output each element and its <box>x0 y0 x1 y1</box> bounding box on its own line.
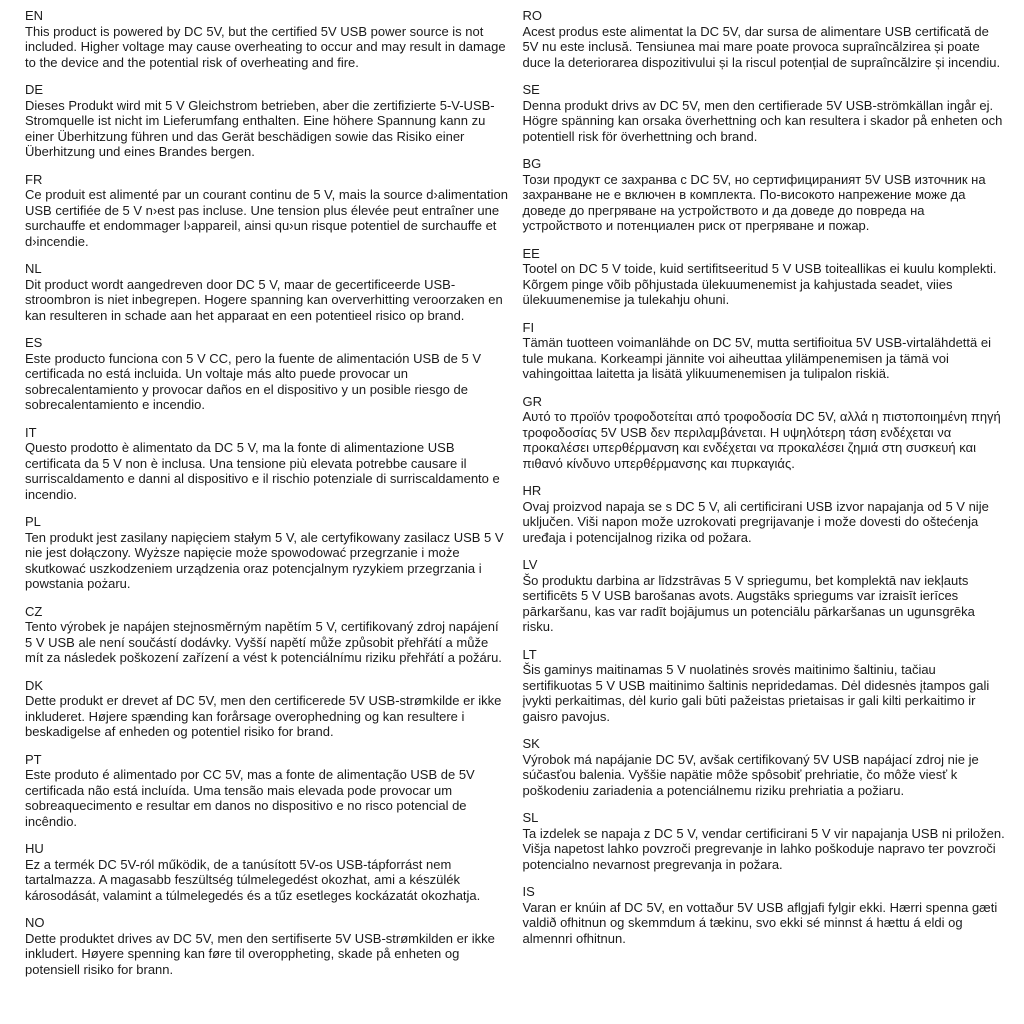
safety-warning-text: This product is powered by DC 5V, but the certified 5V USB power source is not included. Higher voltage may cause overheating to occur and may result in damage to the device and the potential risk of overheating and fire. <box>25 23 506 70</box>
language-section <box>25 604 509 666</box>
language-code-label: SK <box>522 736 540 751</box>
language-code-label: HU <box>25 841 44 856</box>
language-code-label: LV <box>522 557 538 572</box>
language-code-label: FR <box>25 171 43 187</box>
language-section <box>25 335 509 413</box>
safety-warning-text: Αυτό το προϊόν τροφοδοτείται από τροφοδοσία DC 5V, αλλά η πιστοποιημένη πηγή τροφοδοσίας 5V USB δεν περιλαμβάνεται. Η υψηλότερη τάση ενδέχεται να προκαλέσει υπερθέρμανση και ενδέχεται να προκαλέσει ζημιά στη συσκευή και πιθανό κίνδυνο υπερθέρμανσης και πυρκαγιάς. <box>522 409 1001 471</box>
language-code-label: SL <box>522 810 539 825</box>
language-section <box>25 841 509 903</box>
safety-warning-text: Šis gaminys maitinamas 5 V nuolatinės srovės maitinimo šaltiniu, tačiau sertifikuotas 5 V USB maitinimo šaltinis nepridedamas. Dėl didesnės įtampos gali įvykti perkaitimas, dėl kurio gali būti pažeistas prietaisas ir gali kilti perkaitimo ir gaisro pavojus. <box>522 662 990 724</box>
safety-warning-text: Dit product wordt aangedreven door DC 5 V, maar de gecertificeerde USB-stroombron is niet inbegrepen. Hogere spanning kan oververhitting veroorzaken en kan resulteren in schade aan het apparaat en een potentieel risico op brand. <box>25 276 503 323</box>
safety-warning-text: Questo prodotto è alimentato da DC 5 V, ma la fonte di alimentazione USB certificata da 5 V non è inclusa. Una tensione più elevata potrebbe causare il surriscaldamento e danni al dispositivo e il rischio potenziale di surriscaldamento e incendio. <box>25 440 500 502</box>
safety-warning-text: Este produto é alimentado por CC 5V, mas a fonte de alimentação USB de 5V certificada não está incluída. Uma tensão mais elevada pode provocar um sobreaquecimento e resultar em danos no dispositivo e no risco potencial de incêndio. <box>25 767 475 829</box>
language-code-label: FI <box>522 319 535 335</box>
language-section <box>523 82 1007 144</box>
language-section <box>25 678 509 740</box>
language-section <box>25 514 509 592</box>
language-code-label: SE <box>522 82 540 97</box>
language-code-label: RO <box>522 8 542 23</box>
language-code-label: GR <box>522 393 542 409</box>
language-section <box>25 8 509 70</box>
language-section <box>523 557 1007 635</box>
language-section <box>25 915 509 977</box>
language-code-label: PT <box>25 751 42 767</box>
safety-warning-text: Tootel on DC 5 V toide, kuid sertifitseeritud 5 V USB toiteallikas ei kuulu komplekti. Kõrgem pinge võib põhjustada ülekuumenemist ja kahjustada seadet, viies ülekuumenemise ja tulekahju ohuni. <box>522 261 997 307</box>
language-section <box>25 425 509 503</box>
language-section <box>523 736 1007 798</box>
safety-warning-text: Dette produktet drives av DC 5V, men den sertifiserte 5V USB-strømkilden er ikke inkludert. Høyere spenning kan føre til overoppheting, skade på enheten og potensiell risiko for brann. <box>25 930 495 977</box>
safety-warning-text: Tento výrobek je napájen stejnosměrným napětím 5 V, certifikovaný zdroj napájení 5 V USB ale není součástí dodávky. Vyšší napětí může způsobit přehřátí a může mít za následek poškození zařízení a vést k potenciálnímu riziku přehřátí a požáru. <box>25 619 502 665</box>
language-section <box>523 884 1007 946</box>
language-section <box>523 246 1007 308</box>
safety-warning-text: Varan er knúin af DC 5V, en vottaður 5V USB aflgjafi fylgir ekki. Hærri spenna gæti valdið ofhitnun og skemmdum á tækinu, svo ekki sé minnst á hættu á eldi og almennri ofhitnun. <box>522 899 998 946</box>
right-column <box>523 8 1007 1024</box>
language-code-label: IS <box>522 884 535 899</box>
safety-warning-text: Tämän tuotteen voimanlähde on DC 5V, mutta sertifioitua 5V USB-virtalähdettä ei tule mukana. Korkeampi jännite voi aiheuttaa ylilämpenemisen ja tämä voi vahingoittaa laitetta ja lisätä ylikuumenemisen ja tulipalon riskiä. <box>522 335 991 381</box>
language-code-label: PL <box>25 514 41 529</box>
language-code-label: NO <box>25 915 45 930</box>
language-section <box>523 483 1007 545</box>
safety-warning-text: Този продукт се захранва с DC 5V, но сертифицираният 5V USB източник на захранване не е включен в комплекта. По-високото напрежение може да доведе до прегряване на устройството и да доведе до повреда на устройството и потенциален риск от прегряване и пожар. <box>522 171 986 233</box>
language-section <box>523 320 1007 382</box>
safety-warning-text: Výrobok má napájanie DC 5V, avšak certifikovaný 5V USB napájací zdroj nie je súčasťou balenia. Vyššie napätie môže spôsobiť prehriatie, čo môže viesť k poškodeniu zariadenia a potenciálnemu riziku prehriatia a požiaru. <box>522 751 979 798</box>
safety-warning-text: Ten produkt jest zasilany napięciem stałym 5 V, ale certyfikowany zasilacz USB 5 V nie jest dołączony. Wyższe napięcie może spowodować przegrzanie i może skutkować uszkodzeniem urządzenia oraz potencjalnym ryzykiem przegrzania i powstania pożaru. <box>25 529 504 591</box>
language-section <box>523 156 1007 234</box>
language-section <box>523 647 1007 725</box>
language-section <box>25 82 509 160</box>
safety-warning-text: Acest produs este alimentat la DC 5V, dar sursa de alimentare USB certificată de 5V nu este inclusă. Tensiunea mai mare poate provoca supraîncălzirea și poate duce la deteriorarea dispozitivului și la riscul potențial de supraîncălzire și incendiu. <box>522 23 1001 70</box>
safety-warning-text: Dette produkt er drevet af DC 5V, men den certificerede 5V USB-strømkilde er ikke inkluderet. Højere spænding kan forårsage overophedning og kan resultere i beskadigelse af enheden og potentiel risiko for brand. <box>25 693 502 739</box>
language-code-label: EE <box>522 245 540 261</box>
safety-warning-text: Dieses Produkt wird mit 5 V Gleichstrom betrieben, aber die zertifizierte 5-V-USB-Stromquelle ist nicht im Lieferumfang enthalten. Eine höhere Spannung kann zu einer Überhitzung führen und das Gerät beschädigen sowie das Risiko einer Überhitzung und eines Brandes bergen. <box>25 97 495 159</box>
language-section <box>523 394 1007 472</box>
language-section <box>25 172 509 250</box>
language-code-label: DE <box>25 82 44 97</box>
language-code-label: ES <box>25 335 43 350</box>
language-section <box>25 752 509 830</box>
language-code-label: EN <box>25 8 44 23</box>
language-code-label: IT <box>25 424 37 440</box>
language-code-label: DK <box>25 677 44 693</box>
language-section <box>523 810 1007 872</box>
safety-warning-text: Ovaj proizvod napaja se s DC 5 V, ali certificirani USB izvor napajanja od 5 V nije uključen. Viši napon može uzrokovati pregrijavanje i može dovesti do oštećenja uređaja i potencijalnog rizika od požara. <box>522 498 989 545</box>
safety-warning-text: Ta izdelek se napaja z DC 5 V, vendar certificirani 5 V vir napajanja USB ni priložen. Višja napetost lahko povzroči pregrevanje in lahko poškoduje napravo ter povzroči potencialno nevarnost pregrevanja in požara. <box>522 825 1005 872</box>
language-code-label: LT <box>522 646 537 662</box>
safety-warning-text: Ez a termék DC 5V-ról működik, de a tanúsított 5V-os USB-tápforrást nem tartalmazza. A magasabb feszültség túlmelegedést okozhat, ami a készülék károsodását, valamint a túlmelegedés és a tűz esetleges kockázatát okozhatja. <box>25 856 481 903</box>
language-code-label: BG <box>522 156 542 171</box>
language-section <box>25 261 509 323</box>
language-code-label: HR <box>522 483 542 498</box>
language-code-label: NL <box>25 261 42 276</box>
safety-warning-text: Este producto funciona con 5 V CC, pero la fuente de alimentación USB de 5 V certificada no está incluida. Un voltaje más alto puede provocar un sobrecalentamiento y provocar daños en el dispositivo y un posible riesgo de sobrecalentamiento e incendio. <box>25 350 481 412</box>
safety-warning-text: Šo produktu darbina ar līdzstrāvas 5 V spriegumu, bet komplektā nav iekļauts sertificēts 5 V USB barošanas avots. Augstāks spriegums var izraisīt ierīces pārkaršanu, kas var radīt bojājumus un potenciālu pārkaršanas un ugunsgrēka risku. <box>522 572 975 634</box>
left-column <box>25 8 509 1024</box>
language-code-label: CZ <box>25 603 43 619</box>
safety-warning-text: Ce produit est alimenté par un courant continu de 5 V, mais la source d›alimentation USB certifiée de 5 V n›est pas incluse. Une tension plus élevée peut entraîner une surchauffe et endommager l›appareil, ainsi qu›un risque potentiel de surchauffe et d›incendie. <box>25 187 508 249</box>
language-section <box>523 8 1007 70</box>
safety-warning-text: Denna produkt drivs av DC 5V, men den certifierade 5V USB-strömkällan ingår ej. Högre spänning kan orsaka överhettning och kan resultera i skador på enheten och potentiell risk för överhettning och brand. <box>522 97 1003 144</box>
